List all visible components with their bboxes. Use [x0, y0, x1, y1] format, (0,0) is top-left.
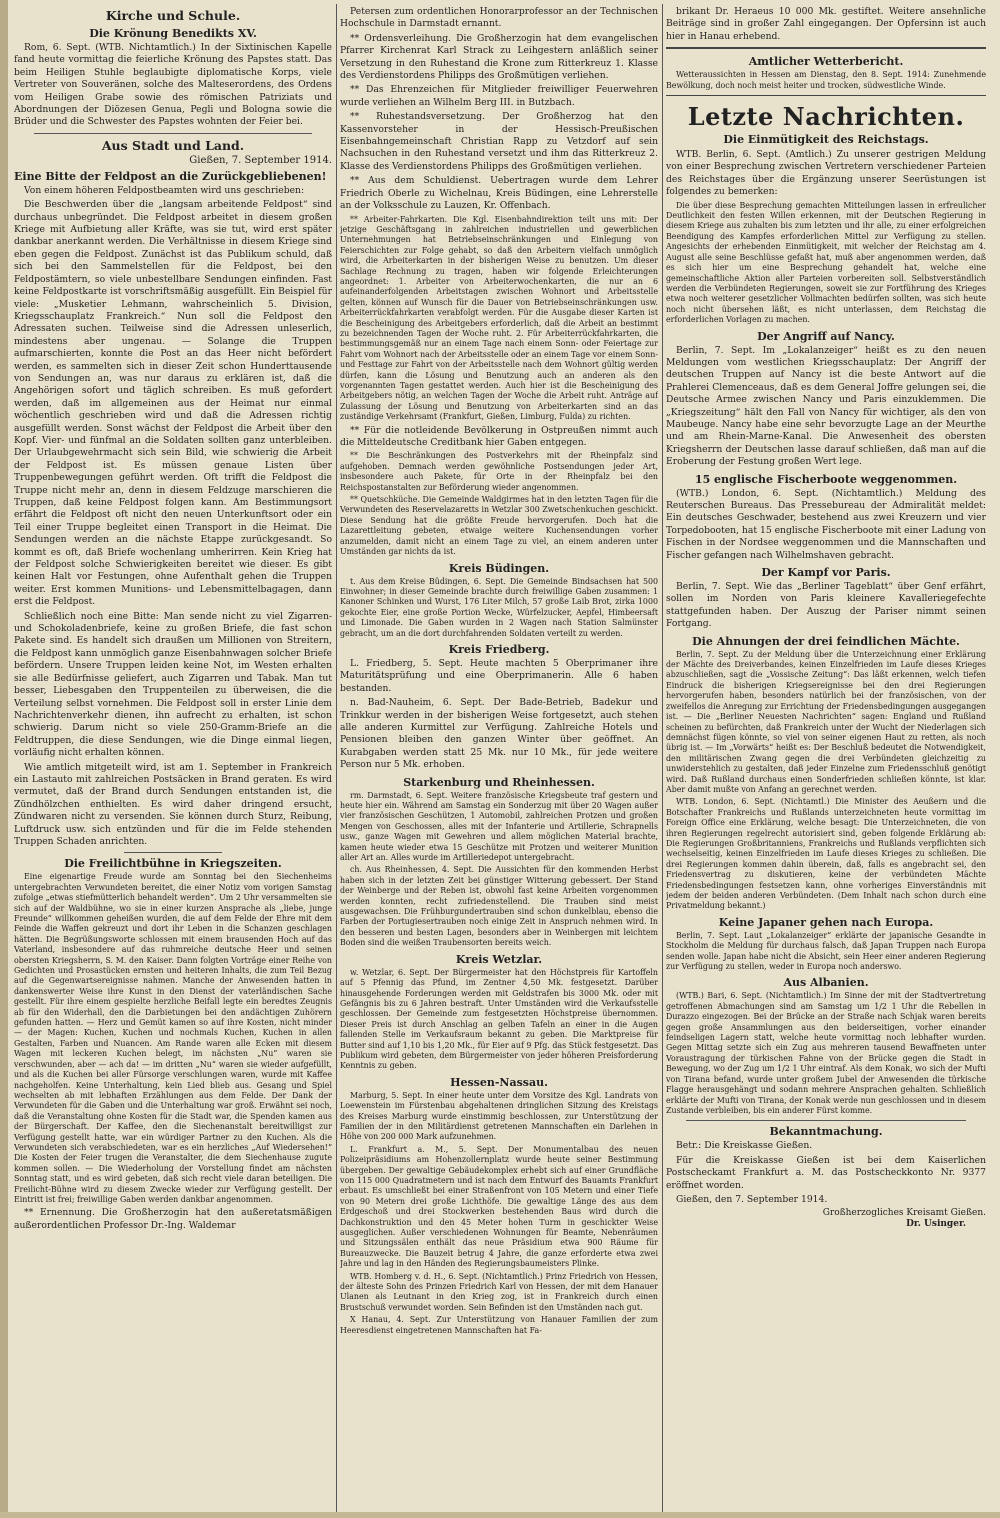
- article-heading: 15 englische Fischerboote weggenommen.: [694, 472, 958, 486]
- article-paragraph: Berlin, 7. Sept. Laut „Lokalanzeiger“ erklärte der japanische Gesandte in Stockholm die Meldung für durchaus falsch, daß Japan Truppen nach Europa senden wolle. Japan habe nicht die Absicht, sein Heer einer anderen Regierung zur Verfügung zu stellen, weder in Europa noch anderswo.: [666, 930, 986, 972]
- article-paragraph: ** Für die notleidende Bevölkerung in Ostpreußen nimmt auch die Mitteldeutsche Creditbank hier Gaben entgegen.: [340, 424, 658, 449]
- article-paragraph: ** Aus dem Schuldienst. Uebertragen wurde dem Lehrer Friedrich Oberle zu Wichelnau, Kreis Büdingen, eine Lehrerstelle an der Volksschule zu Lauzen, Kr. Offenbach.: [340, 175, 658, 212]
- article-heading: Die Krönung Benedikts XV.: [89, 27, 257, 40]
- weather-text: Wetteraussichten in Hessen am Dienstag, den 8. Sept. 1914: Zunehmende Bewölkung, doch noch meist heiter und trocken, südwestliche Winde.: [666, 70, 986, 90]
- column-rule: [336, 4, 337, 1514]
- article-paragraph: ** Die Beschränkungen des Postverkehrs mit der Rheinpfalz sind aufgehoben. Demnach werden gewöhnliche Postsendungen jeder Art, insbesondere auch Pakete, für Orte in der Rheinpfalz bei den Reichspostanstalten zur Beförderung wieder angenommen.: [340, 451, 658, 492]
- weather-report-box: [666, 47, 986, 96]
- section-heading-buedingen: Kreis Büdingen.: [448, 561, 550, 575]
- article-heading: Die Ahnungen der drei feindlichen Mächte.: [692, 634, 960, 648]
- article-paragraph: rm. Darmstadt, 6. Sept. Weitere französische Kriegsbeute traf gestern und heute hier ein. Während am Samstag ein Sonderzug mit über 20 Wagen außer vier französischen Geschützen, 1 Automobil, zahlreichen Protzen und großen Mengen von Geschossen, alles mit der Infanterie und Artillerie, Schrapnells usw., ganze Wagen mit Gewehren und allem möglichen Material brachte, kamen heute wieder etwa 15 Geschütze mit Protzen und weiterer Munition aller Art an. Alles wurde im Artilleriedepot untergebracht.: [340, 790, 658, 863]
- article-paragraph: WTB. London, 6. Sept. (Nichtamtl.) Die Minister des Aeußern und die Botschafter Frankreichs und Rußlands unterzeichneten heute vormittag im Foreign Office eine Erklärung, welche besagt: Die Unterzeichneten, die von ihren Regierungen regelrecht autorisiert sind, geben folgende Erklärung ab: Die Regierungen Großbritanniens, Frankreichs und Rußlands verpflichten sich wechselseitig, keinen Einzelfrieden im Laufe dieses Krieges zu schließen. Die drei Regierungen kommen dahin überein, daß, falls es angebracht sei, den Friedensvertrag zu diskutieren, keine der verbündeten Mächte Friedensbedingungen festsetzen kann, ohne vorheriges Einverständnis mit jedem der beiden anderen Verbündeten. (Dem Inhalt nach schon durch eine Privatmeldung bekannt.): [666, 797, 986, 911]
- article-paragraph: WTB. Berlin, 6. Sept. (Amtlich.) Zu unserer gestrigen Meldung von einer Besprechung zwischen Vertretern verschiedener Parteien des Reichstages über die Ergänzung unserer Seerüstungen ist folgendes zu bemerken:: [666, 149, 986, 198]
- section-heading-wetter: Amtlicher Wetterbericht.: [748, 55, 904, 69]
- article-paragraph: Die Beschwerden über die „langsam arbeitende Feldpost“ sind durchaus unbegründet. Die Feldpost arbeitet in diesem großen Kriege mit Aufbietung aller Kräfte, was sie tut, wird erst später dankbar anerkannt werden. Die Verhältnisse in diesem Kriege sind eben gegen die Feldpost. Zunächst ist das Publikum schuld, daß sich bei den Sammelstellen für die Feldpost, bei den Feldpostämtern, so viele unbestellbare Sendungen einfinden. Fast keine Feldpostkarte ist vorschriftsmäßig ausgefüllt. Ein Beispiel für viele: „Musketier Lehmann, wahrscheinlich 5. Division, Kriegsschauplatz Frankreich.“ Nun soll die Feldpost den Adressaten suchen. Teilweise sind die Adressen unleserlich, mindestens aber ungenau. — Solange die Truppen aufmarschierten, konnte die Post an das Heer nicht befördert werden, es sammelten sich in dieser Zeit schon Hunderttausende von Sendungen an, was nur daraus zu erklären ist, daß die Angehörigen sofort und täglich schreiben. Es muß gefordert werden, daß im allgemeinen aus der Heimat nur einmal wöchentlich geschrieben wird und daß die Adressen richtig ausgefüllt werden. Sonst wächst der Feldpost die Arbeit über den Kopf. Vier- und fünfmal an die Soldaten sollten ganz unterbleiben. Der Urlaubgewehrmacht sich sein Bild, wie schwierig die Arbeit der Feldpost ist. Es müssen genaue Listen über Truppenbewegungen geführt werden. Oft trifft die Feldpost die Truppe nicht mehr an, denn in diesem Feldzuge marschieren die Truppen, daß keine Feldpost folgen kann. Am Bestimmungsort erfährt die Feldpost oft nicht den neuen Unterkunftsort oder ein Teil einer Truppe begleitet einen Transport in die Heimat. Die Sendungen werden an die nächste Etappe zurückgesandt. So kommt es oft, daß Briefe wochenlang umherirren. Kein Krieg hat der Feldpost solche Schwierigkeiten bereitet wie dieser. Es gibt keinen Halt vor Festungen, ohne Aufenthalt gehen die Truppen weiter. Erst kommen Munitions- und Lebensmittelbagagen, dann erst die Feldpost.: [14, 199, 332, 608]
- notice-date: Gießen, den 7. September 1914.: [676, 1193, 828, 1205]
- article-paragraph: Schließlich noch eine Bitte: Man sende nicht zu viel Zigarren- und Schokoladenbriefe, keine zu großen Briefe, die fast schon Pakete sind. Es handelt sich draußen um Millionen von Streitern, die Feldpost kann unmöglich ganze Eisenbahnwagen solcher Briefe befördern. Unsere Truppen leiden keine Not, im Westen erhalten sie alle Bedürfnisse geliefert, auch Zigarren und Tabak. Man tut besser, Liebesgaben den Truppenteilen zu überweisen, die die Verteilung selbst vornehmen. Die Feldpost soll in erster Linie dem Nachrichtenverkehr dienen, ihn aufrecht zu erhalten, ist schon schwierig. Darum nicht so viele 250-Gramm-Briefe an die Feldtruppen, die diese Sendungen, wie die Dinge einmal liegen, vorläufig nicht erhalten können.: [14, 610, 332, 759]
- article-paragraph: Berlin, 7. Sept. Zu der Meldung über die Unterzeichnung einer Erklärung der Mächte des Dreiverbandes, keinen Einzelfrieden im Laufe dieses Krieges abzuschließen, sagt die „Vossische Zeitung“: Das läßt erkennen, welch tiefen Eindruck die bisherigen Kriegsereignisse bei den drei Regierungen hervorgerufen haben, besonders natürlich bei der französischen, von der zweifellos die Anregung zur Errichtung der Friedensbedingungen ausgegangen ist. — Die „Berliner Neuesten Nachrichten“ sagen: England und Rußland scheinen zu befürchten, daß Frankreich unter der Wucht der Niederlagen sich demnächst fügen könnte, so viel von seiner eigenen Haut zu retten, als noch übrig ist. — Im „Vorwärts“ heißt es: Der Beschluß bedeutet die Notwendigkeit, den militärischen Zwang gegen die drei Verbündeten gleichzeitig zu unwiderstehlich zu gestalten, daß jeder Einzelne zum Friedensschluß genötigt wird. Daß Rußland durchaus einen Sonderfrieden schließen könnte, ist klar. Aber damit mußte von Anfang an gerechnet werden.: [666, 649, 986, 794]
- article-paragraph: Berlin, 7. Sept. Wie das „Berliner Tageblatt“ über Genf erfährt, sollen im Norden von Paris kleinere Kavalleriegefechte stattgefunden haben. Der Auszug der Pariser nimmt seinen Fortgang.: [666, 581, 986, 630]
- article-paragraph: X Hanau, 4. Sept. Zur Unterstützung von Hanauer Familien der zum Heeresdienst eingetretenen Mannschaften hat Fa-: [340, 1315, 658, 1335]
- article-paragraph: (WTB.) London, 6. Sept. (Nichtamtlich.) Meldung des Reuterschen Bureaus. Das Pressebureau der Admiralität meldet: Ein deutsches Geschwader, bestehend aus zwei Kreuzern und vier Torpedobooten, hat 15 englische Fischerboote mit einer Ladung von Fischen in der Nordsee weggenommen und die Mannschaften und Fischer gefangen nach Wilhelmshaven gebracht.: [666, 487, 986, 561]
- article-paragraph: Berlin, 7. Sept. Im „Lokalanzeiger“ heißt es zu den neuen Meldungen vom westlichen Kriegsschauplatz: Der Angriff der deutschen Truppen auf Nancy ist die beste Antwort auf die Prahlerei Clemenceaus, daß es dem General Joffre gelungen sei, die Deutsche Armee zwischen Nancy und Paris einzuklemmen. Die „Kriegszeitung“ hält den Fall von Nancy für wichtiger, als den von Maubeuge. Nancy habe eine sehr bevorzugte Lage an der Meurthe und am Rhein-Marne-Kanal. Die Anwesenheit des obersten Kriegsherrn der Deutschen lasse darauf schließen, daß man auf die Eroberung der Festung großen Wert lege.: [666, 344, 986, 468]
- separator: [686, 1120, 966, 1121]
- article-heading: Der Angriff auf Nancy.: [757, 329, 895, 343]
- column-2: [340, 6, 658, 1512]
- article-paragraph: t. Aus dem Kreise Büdingen, 6. Sept. Die Gemeinde Bindsachsen hat 500 Einwohner; in dieser Gemeinde brachte durch freiwillige Gaben zusammen: 1 Kanoner Schinken und Wurst, 176 Liter Milch, 57 große Laib Brot, zirka 1000 gekochte Eier, eine große Portion Wecke, Würfelzucker, Aepfel, Himbeersaft und Limonade. Die Gaben wurden in 2 Wagen nach Station Salmünster gebracht, um an die dort durchfahrenden Soldaten verteilt zu werden.: [340, 576, 658, 638]
- section-heading-friedberg: Kreis Friedberg.: [448, 642, 550, 656]
- article-heading: Die Einmütigkeit des Reichstags.: [723, 133, 929, 147]
- section-heading-nassau: Hessen-Nassau.: [450, 1075, 548, 1089]
- notice-authority: Großherzogliches Kreisamt Gießen.: [822, 1208, 986, 1219]
- article-paragraph: Die über diese Besprechung gemachten Mitteilungen lassen in erfreulicher Deutlichkeit den festen Willen erkennen, mit der Deutschen Regierung in diesem Kriege aus zuhalten bis zum letzten und ihr alle, zu einer erfolgreichen Beendigung des Kampfes erforderlichen Mittel zur Verfügung zu stellen. Angesichts der erhebenden Einmütigkeit, mit welcher der Reichstag am 4. August alle seine Beschlüsse gefaßt hat, muß aber angenommen werden, daß es sich hier um eine Besprechung gehandelt hat, welche eine gemeinschaftliche Aktion aller Parteien vorbereiten soll. Selbstverständlich werden die Verbündeten Regierungen, soweit sie zur Fortführung des Krieges etwa noch weiterer gesetzlicher Vollmachten bedürfen sollten, was sich heute noch nicht übersehen läßt, es nicht unterlassen, dem Reichstag die erforderlichen Vorlagen zu machen.: [666, 200, 986, 325]
- article-paragraph: ** Ernennung. Die Großherzogin hat den außeretatsmäßigen außerordentlichen Professor Dr.-Ing. Waldemar: [14, 1207, 332, 1231]
- article-paragraph: Von einem höheren Feldpostbeamten wird uns geschrieben:: [24, 184, 305, 196]
- article-paragraph: ** Ruhestandsversetzung. Der Großherzog hat den Kassenvorsteher in der Hessisch-Preußischen Eisenbahngemeinschaft Christian Rapp zu Vetzdorf auf sein Nachsuchen in den Ruhestand versetzt und ihm das Ritterkreuz 2. Klasse des Verdienstordens Philipps des Großmütigen verliehen.: [340, 111, 658, 172]
- article-paragraph: Rom, 6. Sept. (WTB. Nichtamtlich.) In der Sixtinischen Kapelle fand heute vormittag die feierliche Krönung des Papstes statt. Das beim Heiligen Stuhle beglaubigte diplomatische Korps, viele Vertreter von Souveränen, solche des Malteserordens, des Ordens vom Heiligen Grabe sowie des römischen Patriziats und Abordnungen der Diözesen Genua, Pegli und Bologna sowie die Brüder und die Schwester des Papstes wohnten der Feier bei.: [14, 42, 332, 128]
- article-heading: Keine Japaner gehen nach Europa.: [718, 915, 934, 929]
- column-3: [666, 6, 986, 1512]
- section-heading-bekanntmachung: Bekanntmachung.: [769, 1125, 883, 1139]
- article-paragraph: ** Das Ehrenzeichen für Mitglieder freiwilliger Feuerwehren wurde verliehen an Wilhelm Berg III. in Butzbach.: [340, 84, 658, 108]
- notice-subject: Betr.: Die Kreiskasse Gießen.: [676, 1140, 813, 1152]
- separator: [124, 852, 222, 853]
- section-heading-stadt: Aus Stadt und Land.: [101, 137, 245, 153]
- article-paragraph: w. Wetzlar, 6. Sept. Der Bürgermeister hat den Höchstpreis für Kartoffeln auf 5 Pfennig das Pfund, im Zentner 4,50 Mk. festgesetzt. Darüber hinausgehende Forderungen werden mit Geldstrafen bis 3000 Mk. oder mit Gefängnis bis zu 6 Jahren bestraft. Unter Umständen wird die Verkaufsstelle geschlossen. Der Gemeinde zum festgesetzten Höchstpreise übernommen. Dieser Preis ist durch Anschlag an gelben Tafeln an einer in die Augen fallenden Stelle im Verkaufsraum bekannt zu geben. Die Marktpreise für Butter sind auf 1,10 bis 1,20 Mk., für Eier auf 9 Pfg. das Stück festgesetzt. Das Publikum wird gebeten, dem Bürgermeister von jeder höheren Preisforderung Kenntnis zu geben.: [340, 967, 658, 1071]
- page-bottom-edge: [0, 1512, 1000, 1518]
- notice-text: Für die Kreiskasse Gießen ist bei dem Kaiserlichen Postscheckamt Frankfurt a. M. das Postscheckkonto Nr. 9377 eröffnet worden.: [666, 1154, 986, 1191]
- article-paragraph: brikant Dr. Heraeus 10 000 Mk. gestiftet. Weitere ansehnliche Beiträge sind in großer Zahl eingegangen. Der Opfersinn ist auch hier in Hanau erhebend.: [666, 6, 986, 42]
- article-paragraph: ** Quetschküche. Die Gemeinde Waldgirmes hat in den letzten Tagen für die Verwundeten des Reservelazaretts in Wetzlar 300 Zwetschenkuchen geschickt. Diese Sendung hat die größte Freude hervorgerufen. Doch hat die Lazarettleitung gebeten, etwaige weitere Kuchensendungen vorher anzumelden, damit nicht an einem Tage zu viel, an einem anderen unter Umständen gar nichts da ist.: [340, 495, 658, 557]
- article-heading: Eine Bitte der Feldpost an die Zurückgebliebenen!: [14, 169, 327, 183]
- section-heading-wetzlar: Kreis Wetzlar.: [455, 952, 543, 966]
- section-heading-starkenburg: Starkenburg und Rheinhessen.: [403, 775, 595, 789]
- article-paragraph: ** Ordensverleihung. Die Großherzogin hat dem evangelischen Pfarrer Kirchenrat Karl Strack zu Leihgestern anläßlich seiner Versetzung in den Ruhestand die Krone zum Ritterkreuz 1. Klasse des Verdienstordens Philipps des Großmütigen verliehen.: [340, 32, 658, 82]
- dateline: Gießen, 7. September 1914.: [189, 154, 332, 166]
- article-paragraph: ch. Aus Rheinhessen, 4. Sept. Die Aussichten für den kommenden Herbst haben sich in der letzten Zeit bei günstiger Witterung gebessert. Der Stand der Weinberge und der Reben ist, obwohl fast keine Arbeiten vorgenommen werden konnten, recht zufriedenstellend. Die Trauben sind meist ausgewachsen. Die Frühburgundertrauben sind schon dunkelblau, ebenso die Farben der Portugiesertrauben noch einige Zeit in Anspruch nehmen wird. In den besseren und besten Lagen, besonders aber in Weinbergen mit leichtem Boden sind die weißen Traubensorten bereits weich.: [340, 865, 658, 948]
- article-paragraph: (WTB.) Bari, 6. Sept. (Nichtamtlich.) Im Sinne der mit der Stadtvertretung getroffenen Abmachungen sind am Samstag um 1/2 1 Uhr die Rebellen in Durazzo eingezogen. Bei der Brücke an der Straße nach Schjak waren bereits gegen große Ansammlungen aus den beiderseitigen, vorher einander feindseligen Lagern statt, welche heute vormittag noch lebhafter wurden. Gegen Mittag setzte sich ein Zug aus mehreren tausend Bewaffneten unter Voraustragung der türkischen Fahne von der Brücke gegen die Stadt in Bewegung, wo der Zug um 1/2 1 Uhr eintraf. Als dem Konak, wo sich der Mufti von Tirana befand, wurde unter großem Jubel der Anwesenden die türkische Flagge herausgehängt und sodann mehrere Ansprachen gehalten. Schließlich erklärte der Mufti von Tirana, der Konak werde nun geschlossen und in diesem Zustande verbleiben, bis ein anderer Fürst komme.: [666, 991, 986, 1115]
- article-paragraph: Marburg, 5. Sept. In einer heute unter dem Vorsitze des Kgl. Landrats von Loewenstein im Fürstenbau abgehaltenen dringlichen Sitzung des Kreistags des Kreises Marburg wurde einstimmig beschlossen, zur Unterstützung der Familien der in den Militärdienst getretenen Mannschaften ein Darlehen in Höhe von 200 000 Mark aufzunehmen.: [340, 1090, 658, 1142]
- article-heading: Aus Albanien.: [783, 976, 869, 990]
- article-paragraph: ** Arbeiter-Fahrkarten. Die Kgl. Eisenbahndirektion teilt uns mit: Der jetzige Geschäftsgang in zahlreichen industriellen und gewerblichen Unternehmungen hat Betriebseinschränkungen und Einlegung von Feierschichten zur Folge gehabt, so daß den Arbeitern vielfach unmöglich wird, die Arbeiterkarten in der bisherigen Weise zu benutzen. Um dieser Sachlage Rechnung zu tragen, haben wir folgende Erleichterungen angeordnet: 1. Arbeiter von Arbeiterwochenkarten, die nur an 6 aufeinanderfolgenden Arbeitstagen zwischen Wohnort und Arbeitsstelle gelten, können auf Wunsch für die Dauer von Betriebseinschränkungen usw. Arbeiterrückfahrkarten verabfolgt werden. Für die Ausgabe dieser Karten ist die Bescheinigung des Arbeitgebers erforderlich, daß die Arbeit an bestimmt zu bezeichnenden Tagen der Woche ruht. 2. Für Arbeiterrückfahrkarten, die bestimmungsgemäß nur an einem Tage nach einem Sonn- oder Feiertage zur Fahrt vom Wohnort nach der Arbeitsstelle oder an einem Tage vor einem Sonn- und Festtage zur Fahrt von der Arbeitsstelle nach dem Wohnort gültig werden dürfen, kann die Lösung und Benutzung auch an anderen als den vorgenannten Tagen gestattet werden. Auch hier ist die Bescheinigung des Arbeitgebers nötig, an welchen Tagen der Woche die Arbeit ruht. Anträge auf Zulassung der Lösung und Benutzung von Arbeiterkarten sind an das zuständige Verkehrsamt (Frankfurt, Gießen, Limburg, Fulda) zu richten.: [340, 214, 658, 422]
- article-heading: Die Freilichtbühne in Kriegszeiten.: [64, 857, 282, 871]
- article-paragraph: n. Bad-Nauheim, 6. Sept. Der Bade-Betrieb, Badekur und Trinkkur werden in der bisherigen Weise fortgesetzt, auch stehen alle anderen Kurmittel zur Verfügung. Zahlreiche Hotels und Pensionen bleiben den ganzen Winter über geöffnet. An Kurabgaben werden statt 25 Mk. nur 10 Mk., für jede weitere Person nur 5 Mk. erhoben.: [340, 697, 658, 771]
- article-paragraph: L. Frankfurt a. M., 5. Sept. Der Monumentalbau des neuen Polizeipräsidiums am Hohenzollernplatz wurde heute seiner Bestimmung übergeben. Der gewaltige Gebäudekomplex erhebt sich auf einer Grundfläche von 115 000 Quadratmetern und ist nach dem Entwurf des Bauamts Frankfurt erbaut. Es umschließt bei einer Straßenfront von 105 Metern und einer Tiefe von 90 Metern drei große Lichthöfe. Die gewaltige Länge des aus dem Erdgeschoß und drei Stockwerken bestehenden Baus wird durch die Dachkonstruktion und den 45 Meter hohen Turm in geschickter Weise ausgeglichen. Außer verschiedenen Wohnungen für Beamte, Nebenräumen und Sitzungssälen enthält das neue Präsidium etwa 900 Räume für Bureauzwecke. Die Bauzeit betrug 4 Jahre, die ganze erforderte etwa zwei Jahre und lag in den Händen des Regierungsbaumeisters Plinke.: [340, 1144, 658, 1269]
- article-paragraph: Petersen zum ordentlichen Honorarprofessor an der Technischen Hochschule in Darmstadt ernannt.: [340, 6, 658, 30]
- column-rule: [662, 4, 663, 1514]
- notice-signature: Dr. Usinger.: [906, 1219, 966, 1230]
- article-paragraph: L. Friedberg, 5. Sept. Heute machten 5 Oberprimaner ihre Maturitätsprüfung und eine Oberprimanerin. Alle 6 haben bestanden.: [340, 657, 658, 694]
- separator: [34, 133, 312, 134]
- article-heading: Der Kampf vor Paris.: [761, 566, 891, 580]
- article-paragraph: Eine eigenartige Freude wurde am Sonntag bei den Siechenheims untergebrachten Verwundeten bereitet, die einer Notiz vom vorigen Samstag zufolge „etwas stiefmütterlich behandelt werden“. Um 2 Uhr versammelten sie sich auf der Waldbühne, wo sie in einer kurzen Ansprache als „liebe, junge Freunde“ willkommen geheißen wurden, die auf dem Felde der Ehre mit dem Feinde die Waffen gekreuzt und dort ihr Leben in die Schanzen geschlagen hätten. Die Begrüßungsworte schlossen mit einem brausenden Hoch auf das Vaterland, insbesondere auf das ruhmreiche deutsche Heer und seinen obersten Kriegsherrn, S. M. den Kaiser. Dann folgten Vorträge einer Reihe von Gedichten und Prosastücken ernsten und heiteren Inhalts, die zum Teil Bezug auf die Gegenwartsereignisse nahmen. Manche der Anwesenden hatten in dankenswerter Weise ihre Kunst in den Dienst der vaterländischen Sache gestellt. Für ihre einem gespielte herzliche Beifall legte ein beredtes Zeugnis ab für den Widerhall, den die Darbietungen bei den andächtigen Zuhörern gefunden hatten. — Herz und Gemüt kamen so auf ihre Kosten, nicht minder — der Magen: Kuchen, Kuchen und nochmals Kuchen, Kuchen in allen Gestalten, Farben und Nuancen. Am Rande waren alle Ecken mit diesem Wagen mit leckeren Kuchen belegt, im nächsten „Nu“ waren sie verschwunden, aber — ach da! — im dritten „Nu“ waren sie wieder aufgefüllt, und als die Kuchen bei aller Fürsorge verschlungen waren, wurde mit Kaffee nachgeholfen. Keine Unterhaltung, kein Lied blieb aus. Gesang und Spiel wechselten ab mit lebhaften Erzählungen aus dem Felde. Der Dank der Verwundeten für die Gaben und die Unterhaltung war groß. Erwähnt sei noch, daß die Veranstaltung ohne Kosten für die Stadt war, die Spenden kamen aus der Bürgerschaft. Der Kaffee, den die Siechenanstalt bereitwilligst zur Verfügung gestellt hatte, war ein würdiger Partner zu den Kuchen. Als die Verwundeten sich verabschiedeten, war es ein herzliches „Auf Wiedersehen!“ Die Kosten der Feier trugen die Veranstalter, die dem Siechenhause zugute kommen sollen. — Die Wiederholung der Vorstellung findet am nächsten Sonntag statt, und es wird gebeten, daß sich recht viele daran beteiligen. Die Freilicht-Bühne wird zu diesem Zwecke wieder zur Verfügung gestellt. Der Eintritt ist frei; freiwillige Gaben werden dankbar angenommen.: [14, 872, 332, 1204]
- section-heading-kirche: Kirche und Schule.: [105, 8, 241, 23]
- section-heading-letzte-nachrichten: Letzte Nachrichten.: [687, 102, 965, 132]
- column-1: [14, 6, 332, 1512]
- article-paragraph: Wie amtlich mitgeteilt wird, ist am 1. September in Frankreich ein Lastauto mit zahlreichen Postsäcken in Brand geraten. Es wird vermutet, daß der Brand durch Sendungen entstanden ist, die Zündhölzchen enthielten. Es wird daher dringend ersucht, Zündwaren nicht zu versenden. Sie können durch Sturz, Reibung, Luftdruck usw. sich entzünden und für die im Felde stehenden Truppen Schaden anrichten.: [14, 761, 332, 847]
- article-paragraph: WTB. Homberg v. d. H., 6. Sept. (Nichtamtlich.) Prinz Friedrich von Hessen, der älteste Sohn des Prinzen Friedrich Karl von Hessen, der mit dem Hanauer Ulanen als Leutnant in den Krieg zog, ist in Frankreich durch einen Brustschuß verwundet worden. Sein Befinden ist den Umständen nach gut.: [340, 1271, 658, 1312]
- page-binding-edge: [0, 0, 8, 1518]
